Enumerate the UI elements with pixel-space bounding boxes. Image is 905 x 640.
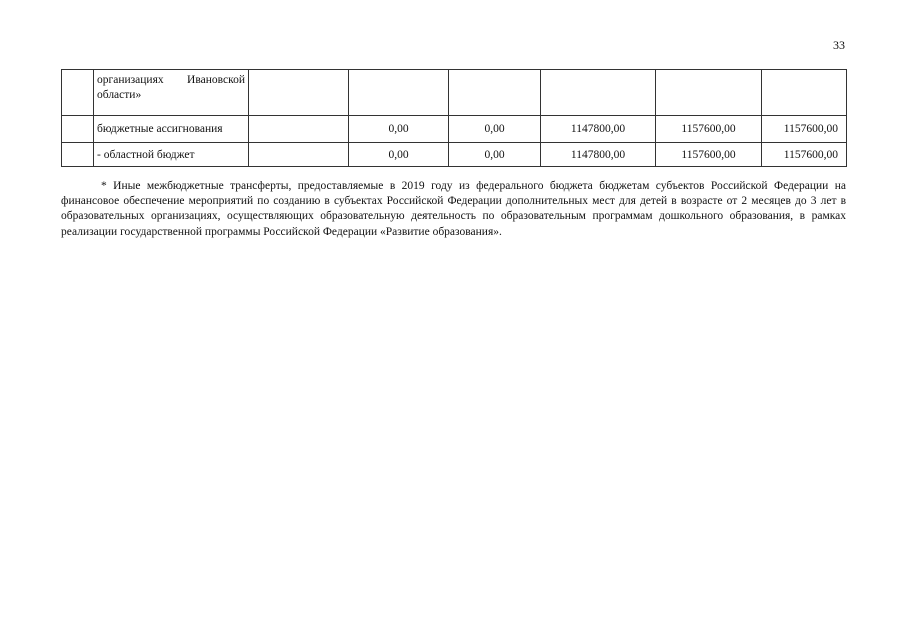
row-name-line2: области» — [97, 89, 142, 101]
table-cell-empty — [249, 143, 349, 167]
table-cell-value — [656, 70, 762, 116]
table-cell-value: 1157600,00 — [656, 116, 762, 143]
table-row — [62, 116, 847, 143]
table-cell-value: 1157600,00 — [762, 143, 847, 167]
table-cell-value: 0,00 — [349, 116, 449, 143]
table-cell-value — [541, 70, 656, 116]
table-row — [62, 143, 847, 167]
table-cell-index — [62, 70, 94, 116]
table-cell-value: 1147800,00 — [541, 143, 656, 167]
budget-table — [61, 69, 847, 167]
table-cell-index — [62, 143, 94, 167]
table-cell-value — [349, 70, 449, 116]
footnote: * Иные межбюджетные трансферты, предоставляемые в 2019 году из федерального бюджета бюджетам субъектов Российской Федерации на финансовое обеспечение мероприятий по созданию в субъектах Российской Федерации дополнительных мест для детей в возрасте от 2 месяцев до 3 лет в образовательных организациях, осуществляющих образовательную деятельность по образовательным программам дошкольного образования, в рамках реализации государственной программы Российской Федерации «Развитие образования». — [61, 180, 846, 238]
table-cell-value: 0,00 — [449, 116, 541, 143]
table-cell-index — [62, 116, 94, 143]
table-cell-name — [94, 70, 249, 116]
table-cell-value: 0,00 — [449, 143, 541, 167]
table-cell-name: - областной бюджет — [94, 143, 249, 167]
table-row — [62, 70, 847, 116]
table-cell-empty — [249, 70, 349, 116]
table-cell-value: 0,00 — [349, 143, 449, 167]
table-cell-name: бюджетные ассигнования — [94, 116, 249, 143]
table-cell-empty — [249, 116, 349, 143]
page-number: 33 — [833, 38, 845, 52]
table-cell-value — [762, 70, 847, 116]
table-cell-value — [449, 70, 541, 116]
row-name-line1: организациях Ивановской — [97, 74, 245, 86]
table-cell-value: 1157600,00 — [762, 116, 847, 143]
table-cell-value: 1157600,00 — [656, 143, 762, 167]
table-cell-value: 1147800,00 — [541, 116, 656, 143]
